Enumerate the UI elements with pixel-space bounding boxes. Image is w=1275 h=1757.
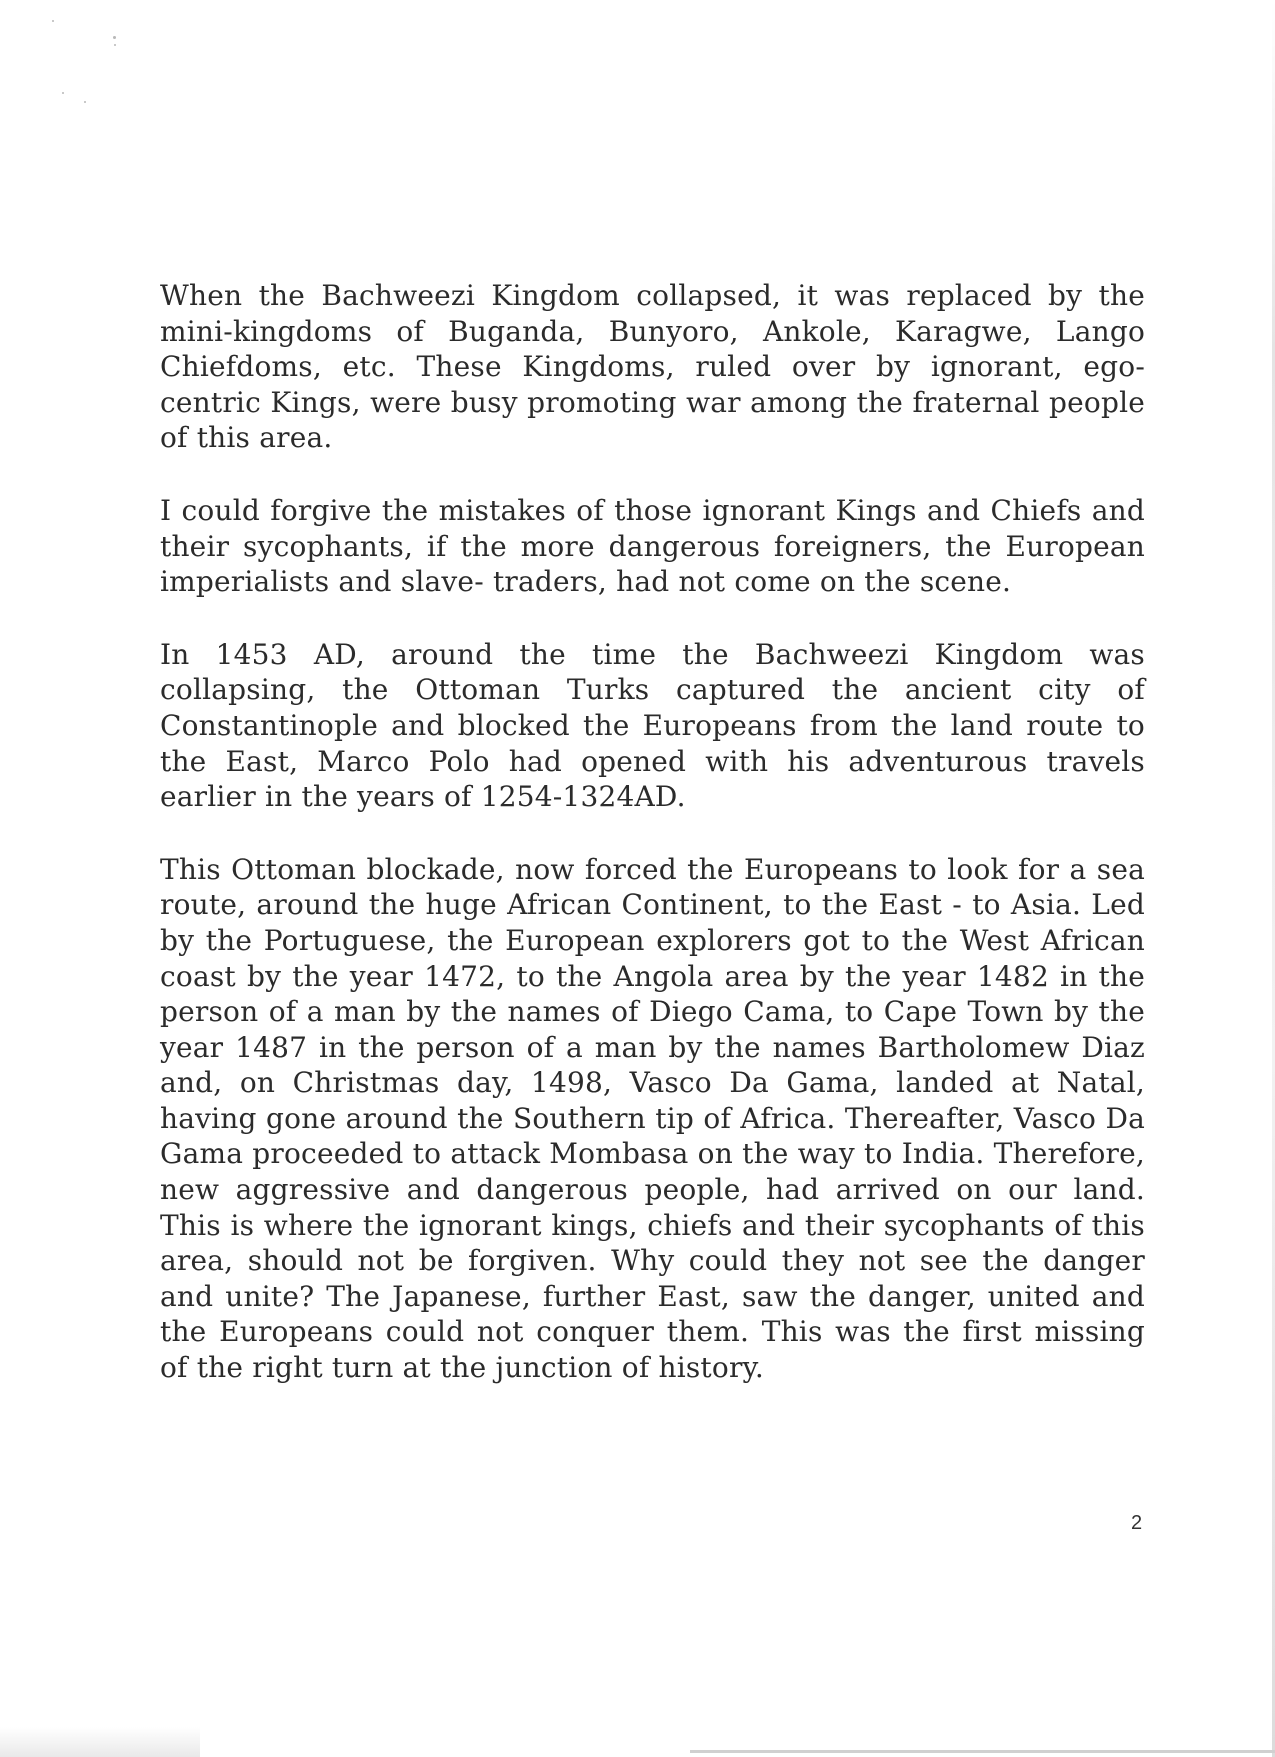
scan-edge-bottom xyxy=(690,1750,1275,1753)
scan-smudge xyxy=(0,1727,200,1757)
paragraph-4: This Ottoman blockade, now forced the Europeans to look for a sea route, around the huge African Continent, to the East - to Asia. Led by the Portuguese, the European explorers got to the West African coast by the year 1472, to the Angola area by the year 1482 in the person of a man by the names of Diego Cama, to Cape Town by the year 1487 in the person of a man by the names Bartholomew Diaz and, on Christmas day, 1498, Vasco Da Gama, landed at Natal, having gone around the Southern tip of Africa. Thereafter, Vasco Da Gama proceeded to attack Mombasa on the way to India. Therefore, new aggressive and dangerous people, had arrived on our land. This is where the ignorant kings, chiefs and their sycophants of this area, should not be forgiven. Why could they not see the danger and unite? The Japanese, further East, saw the danger, united and the Europeans could not conquer them. This was the first missing of the right turn at the junction of history. xyxy=(160,852,1145,1385)
scan-speck xyxy=(113,36,116,39)
scan-speck xyxy=(84,101,86,103)
scan-speck xyxy=(114,44,116,46)
paragraph-1: When the Bachweezi Kingdom collapsed, it was replaced by the mini-kingdoms of Buganda, Bunyoro, Ankole, Karagwe, Lango Chiefdoms, etc. These Kingdoms, ruled over by ignorant, ego-centric Kings, were busy promoting war among the fraternal people of this area. xyxy=(160,279,1145,455)
scan-speck xyxy=(52,20,54,22)
paragraph-3: In 1453 AD, around the time the Bachweezi Kingdom was collapsing, the Ottoman Turks captured the ancient city of Constantinople and blocked the Europeans from the land route to the East, Marco Polo had opened with his adventurous travels earlier in the years of 1254-1324AD. xyxy=(160,637,1145,814)
body-text xyxy=(160,278,1145,1386)
scan-speck xyxy=(62,92,64,94)
page-number: 2 xyxy=(1131,1512,1143,1534)
paragraph-2: I could forgive the mistakes of those ignorant Kings and Chiefs and their sycophants, if the more dangerous foreigners, the European imperialists and slave- traders, had not come on the scene. xyxy=(160,493,1145,599)
